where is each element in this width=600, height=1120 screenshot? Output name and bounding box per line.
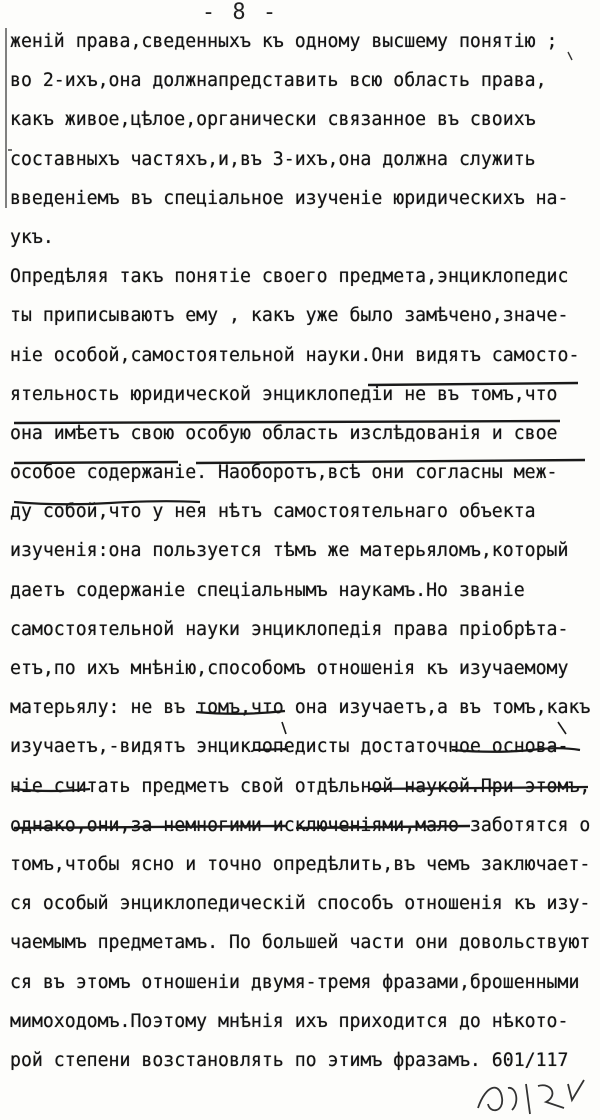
text-line: женій права,сведенныхъ къ одному высшему понятію ; — [10, 31, 558, 52]
text-line: матерьялу: не въ томъ,что она изучаетъ,а въ томъ,какъ — [10, 697, 590, 719]
text-line: во 2-ихъ,она должнапредставить всю область права, — [10, 70, 547, 92]
text-line: томъ,чтобы ясно и точно опредѣлить,въ чемъ заключает- — [10, 853, 590, 875]
text-line: изученія:она пользуется тѣмъ же матерьяломъ,который — [10, 540, 569, 562]
text-line: самостоятельной науки энциклопедія права пріобрѣта- — [10, 618, 569, 640]
margin-line — [5, 28, 7, 208]
text-line: укъ. — [10, 226, 54, 248]
text-line: чаемымъ предметамъ. По большей части они довольствуют — [10, 932, 590, 954]
text-line: ся въ этомъ отношеніи двумя-тремя фразами,брошенными — [10, 971, 580, 993]
text-line: ніе считать предметъ свой отдѣльной наукой.При этомъ, — [10, 775, 590, 797]
text-line: какъ живое,цѣлое,органически связанное въ своихъ — [10, 109, 536, 131]
text-line: Опредѣляя такъ понятіе своего предмета,энциклопедис — [10, 266, 569, 288]
text-line: етъ,по ихъ мнѣнію,способомъ отношенія къ изучаемому — [10, 658, 569, 679]
text-line: введеніемъ въ спеціальное изученіе юридическихъ на- — [10, 187, 569, 209]
text-line: однако,они,за немногими исключеніями,мало заботятся о — [10, 814, 590, 836]
text-line: ся особый энциклопедическій способъ отношенія къ изу- — [10, 893, 590, 915]
text-line: даетъ содержаніе спеціальнымъ наукамъ.Но званіе — [10, 579, 525, 601]
page-number: - 8 - — [201, 0, 279, 25]
text-line: ятельность юридической энциклопедіи не въ томъ,что — [10, 383, 558, 405]
text-line: мимоходомъ.Поэтому мнѣнія ихъ приходится до нѣкото- — [10, 1010, 569, 1032]
text-line: ты приписываютъ ему , какъ уже было замѣчено,значе- — [10, 305, 569, 327]
text-line: особое содержаніе. Наоборотъ,всѣ они согласны меж- — [10, 462, 558, 484]
handwritten-signature — [472, 1074, 592, 1118]
text-line: составныхъ частяхъ,и,въ 3-ихъ,она должна служить — [10, 148, 536, 170]
text-line: изучаетъ,-видятъ энциклопедисты достаточное основа- — [10, 736, 569, 758]
text-line: она имѣетъ свою особую область изслѣдованія и свое — [10, 422, 558, 444]
text-line: рой степени возстановлять по этимъ фразамъ. 601/117 — [10, 1049, 569, 1071]
text-line: ду собой,что у нея нѣтъ самостоятельнаго объекта — [10, 501, 536, 523]
body-text — [10, 22, 590, 1080]
text-line: ніе особой,самостоятельной науки.Они видятъ самосто- — [10, 344, 580, 366]
